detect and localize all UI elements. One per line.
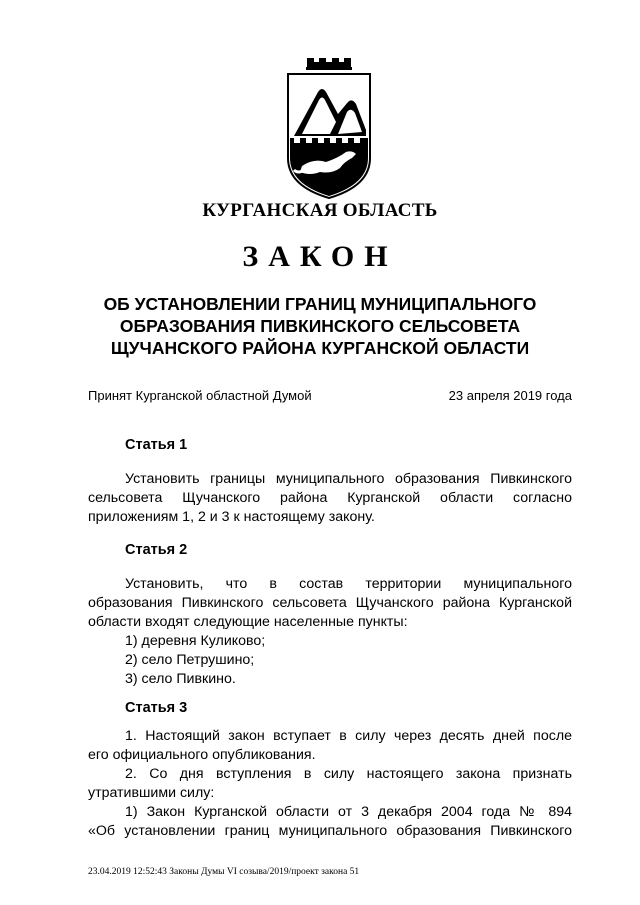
article-heading: Статья 3 bbox=[125, 700, 188, 716]
adopted-by: Принят Курганской областной Думой bbox=[88, 388, 312, 403]
adoption-info bbox=[88, 388, 572, 403]
article-heading: Статья 2 bbox=[125, 542, 188, 558]
adoption-date: 23 апреля 2019 года bbox=[448, 388, 572, 403]
text-line: 2. Со дня вступления в силу настоящего закона признать bbox=[125, 766, 572, 782]
text-line: Установить, что в состав территории муниципального bbox=[125, 576, 572, 592]
text-line: утратившими силу: bbox=[88, 785, 215, 801]
title-line: ЩУЧАНСКОГО РАЙОНА КУРГАНСКОЙ ОБЛАСТИ bbox=[110, 338, 530, 358]
text-line: «Об установлении границ муниципального образования Пивкинского bbox=[88, 823, 572, 839]
text-line: приложениям 1, 2 и 3 к настоящему закону. bbox=[88, 509, 375, 525]
document-type: ЗАКОН bbox=[242, 240, 398, 273]
text-line: сельсовета Щучанского района Курганской области согласно bbox=[88, 490, 572, 506]
text-line: образования Пивкинского сельсовета Щучанского района Курганской bbox=[88, 595, 572, 611]
title-line: ОБ УСТАНОВЛЕНИИ ГРАНИЦ МУНИЦИПАЛЬНОГО bbox=[103, 294, 537, 314]
title-line: ОБРАЗОВАНИЯ ПИВКИНСКОГО СЕЛЬСОВЕТА bbox=[119, 316, 521, 336]
text-line: его официального опубликования. bbox=[88, 747, 316, 763]
list-item: 2) село Петрушино; bbox=[125, 652, 255, 668]
article-body bbox=[88, 470, 572, 527]
text-line: Установить границы муниципального образования Пивкинского bbox=[125, 471, 572, 487]
list-item: 3) село Пивкино. bbox=[125, 671, 236, 687]
text-line: области входят следующие населенные пункты: bbox=[88, 614, 408, 630]
coat-of-arms-emblem bbox=[280, 58, 378, 200]
article-heading: Статья 1 bbox=[125, 437, 188, 453]
region-name: КУРГАНСКАЯ ОБЛАСТЬ bbox=[202, 200, 438, 221]
law-title bbox=[60, 293, 580, 359]
document-footer: 23.04.2019 12:52:43 Законы Думы VI созыва/2019/проект закона 51 bbox=[88, 867, 360, 877]
text-line: 1. Настоящий закон вступает в силу через десять дней после bbox=[125, 728, 572, 744]
article-body bbox=[88, 575, 572, 689]
list-item: 1) деревня Куликово; bbox=[125, 633, 266, 649]
article-body bbox=[88, 727, 572, 841]
text-line: 1) Закон Курганской области от 3 декабря 2004 года № 894 bbox=[125, 804, 572, 820]
